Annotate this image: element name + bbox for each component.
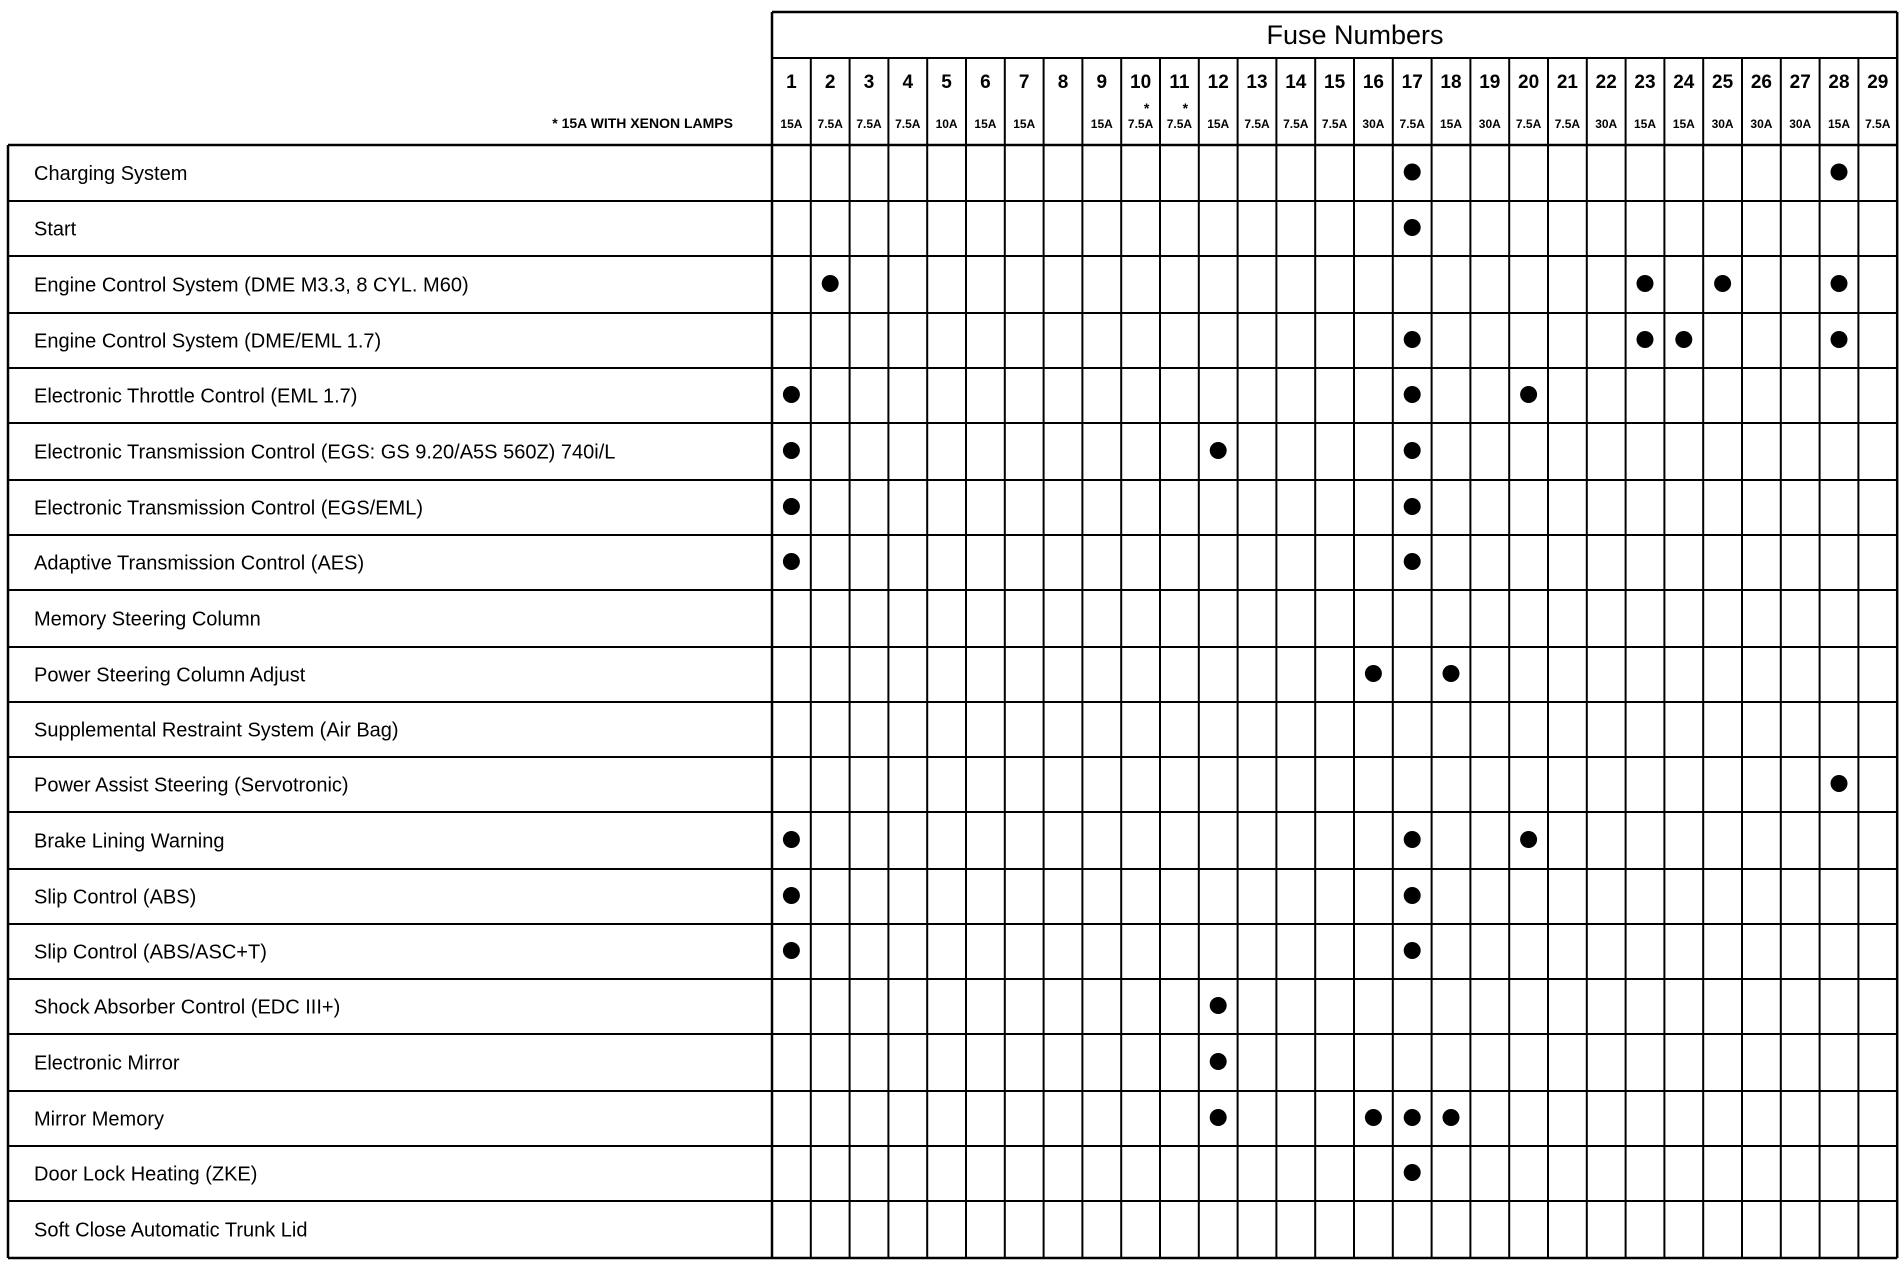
fuse-column-7 xyxy=(1013,72,1035,131)
fuse-column-5 xyxy=(936,72,958,131)
fuse-column-2 xyxy=(818,72,844,131)
system-row xyxy=(34,831,1537,853)
fuse-dot-18 xyxy=(1443,665,1460,682)
fuse-number: 2 xyxy=(824,72,836,93)
system-row xyxy=(34,1220,307,1242)
system-label: Slip Control (ABS/ASC+T) xyxy=(34,941,267,964)
fuse-dot-23 xyxy=(1637,275,1654,292)
fuse-dot-1 xyxy=(783,386,800,403)
system-row xyxy=(34,887,1421,909)
xenon-marker: * xyxy=(1182,100,1189,116)
fuse-amperage: 30A xyxy=(1362,117,1385,131)
fuse-column-25 xyxy=(1712,72,1734,131)
fuse-number: 27 xyxy=(1789,72,1811,93)
system-label: Supplemental Restraint System (Air Bag) xyxy=(34,719,399,742)
system-row xyxy=(34,275,1848,297)
system-label: Engine Control System (DME/EML 1.7) xyxy=(34,330,382,353)
fuse-dot-20 xyxy=(1520,386,1537,403)
fuse-amperage: 15A xyxy=(780,117,803,131)
system-row xyxy=(34,442,1421,464)
fuse-number: 6 xyxy=(980,72,991,93)
system-row xyxy=(34,386,1537,408)
fuse-dot-17 xyxy=(1404,887,1421,904)
system-row xyxy=(34,219,1421,241)
fuse-number: 21 xyxy=(1556,72,1578,93)
fuse-dot-12 xyxy=(1210,1109,1227,1126)
fuse-dot-17 xyxy=(1404,553,1421,570)
system-label: Mirror Memory xyxy=(34,1108,164,1131)
fuse-number: 9 xyxy=(1096,72,1108,93)
system-label: Electronic Mirror xyxy=(34,1052,180,1075)
fuse-dot-1 xyxy=(783,442,800,459)
fuse-dot-17 xyxy=(1404,1109,1421,1126)
fuse-column-24 xyxy=(1673,72,1695,131)
fuse-column-26 xyxy=(1750,72,1772,131)
fuse-number: 10 xyxy=(1130,72,1152,93)
fuse-amperage: 7.5A xyxy=(1127,117,1154,131)
fuse-dot-12 xyxy=(1210,1053,1227,1070)
fuse-dot-23 xyxy=(1637,331,1654,348)
fuse-number: 12 xyxy=(1207,72,1229,93)
fuse-amperage: 7.5A xyxy=(895,117,921,131)
fuse-column-22 xyxy=(1595,72,1617,131)
fuse-column-6 xyxy=(974,72,996,131)
fuse-number: 16 xyxy=(1362,72,1384,93)
system-row xyxy=(34,1164,1421,1186)
fuse-column-10 xyxy=(1128,72,1154,131)
fuse-number: 22 xyxy=(1595,72,1617,93)
fuse-column-13 xyxy=(1244,72,1270,131)
fuse-amperage: 7.5A xyxy=(1399,117,1425,131)
fuse-dot-17 xyxy=(1404,331,1421,348)
fuse-dot-17 xyxy=(1404,942,1421,959)
fuse-column-20 xyxy=(1516,72,1542,131)
fuse-dot-28 xyxy=(1831,775,1848,792)
system-label: Power Assist Steering (Servotronic) xyxy=(34,774,349,797)
grid-lines xyxy=(8,12,1897,1258)
fuse-number: 19 xyxy=(1479,72,1501,93)
fuse-number: 18 xyxy=(1440,72,1462,93)
system-row xyxy=(34,498,1421,520)
fuse-column-28 xyxy=(1828,72,1850,131)
fuse-number: 13 xyxy=(1246,72,1268,93)
fuse-column-9 xyxy=(1091,72,1113,131)
fuse-dot-28 xyxy=(1831,331,1848,348)
fuse-amperage: 30A xyxy=(1711,117,1734,131)
xenon-marker: * xyxy=(1143,100,1150,116)
fuse-number: 7 xyxy=(1018,72,1030,93)
fuse-column-4 xyxy=(895,72,921,131)
fuse-amperage: 15A xyxy=(1633,117,1657,131)
fuse-column-15 xyxy=(1322,72,1348,131)
fuse-number: 23 xyxy=(1634,72,1656,93)
fuse-amperage: 30A xyxy=(1478,117,1501,131)
system-label: Engine Control System (DME M3.3, 8 CYL. M60) xyxy=(34,274,469,297)
fuse-dot-1 xyxy=(783,553,800,570)
fuse-number: 17 xyxy=(1401,72,1423,93)
fuse-dot-17 xyxy=(1404,442,1421,459)
fuse-dot-17 xyxy=(1404,831,1421,848)
fuse-column-19 xyxy=(1479,72,1501,131)
fuse-amperage: 10A xyxy=(935,117,958,131)
system-label: Power Steering Column Adjust xyxy=(34,664,306,687)
fuse-number: 24 xyxy=(1673,72,1695,93)
system-label: Adaptive Transmission Control (AES) xyxy=(34,552,365,575)
fuse-dot-25 xyxy=(1714,275,1731,292)
fuse-dot-1 xyxy=(783,831,800,848)
fuse-amperage: 7.5A xyxy=(1321,117,1348,131)
system-label: Electronic Throttle Control (EML 1.7) xyxy=(34,385,358,408)
fuse-amperage: 15A xyxy=(1090,117,1113,131)
system-row xyxy=(34,665,1460,687)
system-label: Memory Steering Column xyxy=(34,608,261,631)
fuse-amperage: 7.5A xyxy=(1554,117,1581,131)
fuse-column-1 xyxy=(780,72,802,131)
fuse-dot-12 xyxy=(1210,442,1227,459)
fuse-dot-18 xyxy=(1443,1109,1460,1126)
fuse-amperage: 7.5A xyxy=(817,117,843,131)
fuse-dot-17 xyxy=(1404,1164,1421,1181)
fuse-dot-17 xyxy=(1404,386,1421,403)
fuse-dot-1 xyxy=(783,498,800,515)
system-row xyxy=(34,1109,1460,1131)
system-row xyxy=(34,609,261,631)
fuse-dot-12 xyxy=(1210,997,1227,1014)
fuse-dot-16 xyxy=(1365,1109,1382,1126)
fuse-number: 25 xyxy=(1712,72,1734,93)
system-label: Electronic Transmission Control (EGS/EML) xyxy=(34,497,424,520)
fuse-column-29 xyxy=(1865,72,1891,131)
header-title: Fuse Numbers xyxy=(1266,20,1444,50)
fuse-column-14 xyxy=(1283,72,1309,131)
fuse-column-3 xyxy=(856,72,882,131)
fuse-amperage: 15A xyxy=(974,117,997,131)
system-row xyxy=(34,1053,1227,1075)
system-label: Soft Close Automatic Trunk Lid xyxy=(34,1219,308,1242)
system-row xyxy=(34,331,1848,353)
fuse-amperage: 30A xyxy=(1789,117,1812,131)
fuse-amperage: 7.5A xyxy=(1166,117,1193,131)
fuse-column-12 xyxy=(1207,72,1229,131)
system-row xyxy=(34,553,1421,575)
fuse-column-27 xyxy=(1789,72,1811,131)
fuse-number: 29 xyxy=(1867,72,1889,93)
fuse-amperage: 7.5A xyxy=(1283,117,1309,131)
fuse-amperage: 7.5A xyxy=(1515,117,1542,131)
system-label: Door Lock Heating (ZKE) xyxy=(34,1163,258,1186)
fuse-number: 28 xyxy=(1828,72,1850,93)
fuse-amperage: 15A xyxy=(1827,117,1851,131)
fuse-number: 26 xyxy=(1750,72,1772,93)
fuse-number: 8 xyxy=(1057,72,1069,93)
system-label: Brake Lining Warning xyxy=(34,830,225,853)
system-row xyxy=(34,997,1227,1019)
system-label: Slip Control (ABS) xyxy=(34,886,197,909)
fuse-number: 14 xyxy=(1285,72,1307,93)
fuse-amperage: 30A xyxy=(1750,117,1773,131)
fuse-amperage: 15A xyxy=(1207,117,1230,131)
system-label: Charging System xyxy=(34,163,188,185)
fuse-amperage: 15A xyxy=(1439,117,1463,131)
fuse-dot-1 xyxy=(783,887,800,904)
fuse-number: 11 xyxy=(1169,72,1190,93)
system-row xyxy=(34,775,1848,797)
xenon-note: * 15A WITH XENON LAMPS xyxy=(552,115,733,131)
fuse-dot-17 xyxy=(1404,219,1421,236)
fuse-dot-17 xyxy=(1404,498,1421,515)
fuse-dot-2 xyxy=(822,275,839,292)
fuse-amperage: 15A xyxy=(1013,117,1036,131)
fuse-dot-16 xyxy=(1365,665,1382,682)
fuse-number: 4 xyxy=(902,72,914,93)
fuse-amperage: 30A xyxy=(1595,117,1618,131)
fuse-columns xyxy=(780,72,1890,131)
system-label: Shock Absorber Control (EDC III+) xyxy=(34,996,341,1019)
fuse-column-16 xyxy=(1362,72,1384,131)
fuse-number: 1 xyxy=(786,72,797,93)
fuse-column-21 xyxy=(1555,72,1581,131)
fuse-dot-17 xyxy=(1404,164,1421,181)
fuse-column-18 xyxy=(1440,72,1462,131)
system-row xyxy=(34,720,399,742)
fuse-number: 20 xyxy=(1518,72,1540,93)
fuse-number: 5 xyxy=(941,72,952,93)
system-row xyxy=(34,942,1421,964)
fuse-amperage: 15A xyxy=(1672,117,1695,131)
fuse-amperage: 7.5A xyxy=(1865,117,1891,131)
fuse-amperage: 7.5A xyxy=(856,117,882,131)
fuse-amperage: 7.5A xyxy=(1244,117,1270,131)
fuse-column-17 xyxy=(1400,72,1426,131)
fuse-dot-1 xyxy=(783,942,800,959)
fuse-number: 15 xyxy=(1324,72,1346,93)
fuse-column-11 xyxy=(1167,72,1193,131)
fuse-column-8 xyxy=(1058,72,1069,93)
system-row xyxy=(34,163,1848,185)
fuse-dot-24 xyxy=(1675,331,1692,348)
fuse-dot-28 xyxy=(1831,164,1848,181)
fuse-column-23 xyxy=(1634,72,1656,131)
system-label: Electronic Transmission Control (EGS: GS 9.20/A5S 560Z) 740i/L xyxy=(34,441,616,464)
system-label: Start xyxy=(34,218,77,241)
fuse-dot-28 xyxy=(1831,275,1848,292)
fuse-number: 3 xyxy=(863,72,875,93)
fuse-dot-20 xyxy=(1520,831,1537,848)
